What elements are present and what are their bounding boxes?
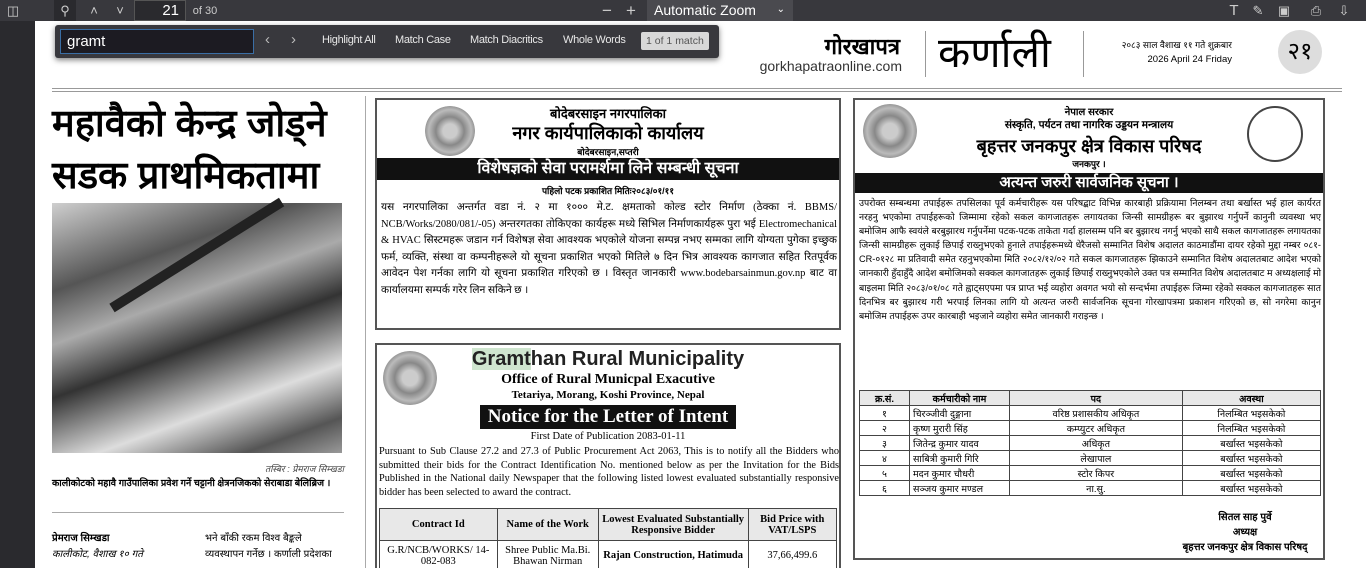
title-rest: han Rural Municipality — [530, 348, 745, 370]
divider — [925, 31, 926, 77]
print-icon[interactable]: ⎙ — [1310, 2, 1322, 18]
notice-org: बोदेबरसाइन नगरपालिका — [550, 106, 666, 121]
employee-table — [859, 390, 1321, 496]
notice-office: Office of Rural Municpal Exacutive — [501, 372, 715, 387]
column-header: कर्मचारीको नाम — [910, 391, 1010, 406]
article-photo — [52, 203, 342, 453]
notice-gramthan — [375, 343, 841, 568]
cell: चिरञ्जीवी दुङ्गाना — [910, 406, 1010, 421]
find-bar — [55, 25, 719, 58]
notice-bodebarsain — [375, 98, 841, 330]
article-author: प्रेमराज सिम्खडा — [52, 533, 110, 544]
section-title: कर्णाली — [938, 29, 1051, 76]
chevron-down-icon[interactable]: ˅ — [116, 3, 124, 18]
chevron-down-icon: ⌄ — [776, 4, 785, 15]
article-body-line: भने बाँकी रकम विश्व बैङ्कले — [205, 533, 302, 544]
page-number-badge: २१ — [1278, 30, 1322, 74]
column-header: पद — [1010, 391, 1183, 406]
notice-title: विशेषज्ञको सेवा परामर्शमा लिने सम्बन्धी सूचना — [377, 158, 839, 180]
cell: ना.सु. — [1010, 481, 1183, 496]
match-count: 1 of 1 match — [641, 32, 709, 50]
notice-body: उपरोक्त सम्बन्धमा तपाईहरू तपसिलका पूर्व कर्मचारीहरू यस परिषद्बाट विभिन्न कारबाही प्रक्रियामा निलम्बन तथा बर्खास्त भई हाल कार्यरत नरहनु भएकोमा तपाईहरूको जिम्मामा रहेको सकल कागजातहरू लगायतका जिन्सी सामग्रीहरू बर बुझारथ गर्नुपर्ने कानुनी व्यवस्था भए बमोजिम आफै स्वयंले बरबुझारथ गर्नुपर्नेमा पटक-पटक ताकेता गर्दा हालसम्म पनि बर बुझारथ नगर्नु भएको साथै सकल कागजातहरू लगायतका जिन्सी सामग्रीहरू लुकाई छिपाई राख्नुभएको हुनाले तपाईहरूमध्ये धेरैजसो सम्मानित विशेष अदालत काठमाडौंमा दायर रहेको मुद्दा नम्बर ०८१-CR-०१२८ मा प्रतिवादी समेत रहनुभएकोमा मिति २०८२/१२/०२ गते सकल कागजातहरू झिकाउने सम्मानित विशेष अदालतबाट आदेश भएको जानकारी हुँदाहुँदै आदेश बमोजिमको सक्कल कागजातहरू लुकाई छिपाई राख्नुभएकोले उक्त पत्र सम्मानित विशेष अदालतबाट म अध्यक्षलाई मो बाइलमा मिति २०८३/०१/०८ गते ह्वाट्सएपमा पत्र प्राप्त भई व्यहोरा अवगत भयो सो सन्दर्भमा तपाईहरू जिम्मा रहेको सक्कल कागजातहरू सात दिनभित्र बर बुझारथ गरी भरपाई लिनका लागि यो अत्यन्त जरुरी सार्वजनिक सूचना गोरखापत्रमा प्रकाशन गरिएको छ, सो नगरेमा कानुन बमोजिम तपाईहरू उपर कारबाही भइजाने व्यहोरा समेत जानकारी गराइन्छ । — [859, 198, 1321, 321]
notice-body: यस नगरपालिका अन्तर्गत वडा नं. २ मा १००० मे.ट. क्षमताको कोल्ड स्टोर निर्माण (ठेक्का नं. BBMS/ NCB/Works/2080/081/-05) अन्तरगतका तोकिएका कार्यहरू मध्ये सिभिल निर्माणकार्यहरू पुरा भई Electromechanical & HVAC सिस्टमहरू जडान गर्न विशेषज्ञ सेवा आवश्यक भएकोले योजना सम्पन्न नभए सम्मका लागि योग्यता पुगेका इच्छुक फर्म, व्यक्ति, संस्था वा कम्पनीहरूले यो सूचना प्रकाशित भएको मितिले ७ दिन भित्र आवश्यक कागजात सहित रितपूर्वक आवेदन पेश गर्नका लागि यो सूचना प्रकाशित गरिएको छ । विस्तृत जानकारी www.bodebarsainmun.gov.np बाट वा कार्यालयमा सम्पर्क गरेर लिन सकिने छ । — [381, 202, 837, 296]
cell: सञ्जय कुमार मण्डल — [910, 481, 1010, 496]
cell: ३ — [860, 436, 910, 451]
headline-line: महावैको केन्द्र जोड्ने — [52, 103, 327, 145]
photo-caption: कालीकोटको महावै गाउँपालिका प्रवेश गर्ने चट्टानी क्षेत्रनजिकको सेराबाडा बेलिब्रिज । — [52, 478, 331, 489]
cell: जितेन्द्र कुमार यादव — [910, 436, 1010, 451]
cell: निलम्बित भइसकेको — [1182, 421, 1320, 436]
cell: G.R/NCB/WORKS/ 14-082-083 — [380, 541, 498, 568]
notice-title-wrap — [377, 405, 839, 429]
page-number-input[interactable]: 21 — [134, 0, 186, 21]
notice-office: नगर कार्यपालिकाको कार्यालय — [512, 123, 704, 143]
whole-words-toggle[interactable]: Whole Words — [563, 34, 626, 46]
column-header: Contract Id — [380, 509, 498, 541]
table-row — [860, 451, 1321, 466]
contract-table — [379, 508, 837, 568]
table-row — [860, 436, 1321, 451]
find-input[interactable]: gramt — [60, 29, 254, 54]
signature-block — [1175, 510, 1315, 555]
divider — [52, 512, 344, 513]
article-body-line: व्यवस्थापन गर्नेछ । कर्णाली प्रदेशका — [205, 549, 332, 560]
find-next-button[interactable]: › — [291, 31, 296, 48]
cell: स्टोर किपर — [1010, 466, 1183, 481]
notice-body: Pursuant to Sub Clause 27.2 and 27.3 of Public Procurement Act 2063, This is to notify all the Bidders who submitted their bids for the Contract Identification No. mentioned below as per the Invitation for the Bids Published in the National daily Newspaper that the following listed lowest evaluated substantially responsive bidder has been selected to award the contract. — [379, 446, 839, 498]
column-header: Lowest Evaluated Substantially Responsive Bidder — [598, 509, 748, 541]
photo-credit: तस्बिर : प्रेमराज सिम्खडा — [264, 464, 344, 474]
article-headline — [52, 98, 352, 202]
page-count: of 30 — [192, 4, 218, 17]
cell: Rajan Construction, Hatimuda — [598, 541, 748, 568]
table-row — [860, 406, 1321, 421]
table-row — [860, 421, 1321, 436]
cell: अधिकृत — [1010, 436, 1183, 451]
match-diacritics-toggle[interactable]: Match Diacritics — [470, 34, 543, 46]
cell: १ — [860, 406, 910, 421]
column-header: क्र.सं. — [860, 391, 910, 406]
pdf-toolbar — [0, 0, 1366, 21]
cell: कृष्ण मुरारी सिंह — [910, 421, 1010, 436]
bridge-shape — [109, 198, 284, 312]
cell: साबित्री कुमारी गिरि — [910, 451, 1010, 466]
column-divider — [365, 96, 366, 568]
notice-date: First Date of Publication 2083-01-11 — [530, 431, 686, 442]
headline-line: सडक प्राथमिकतामा — [52, 155, 320, 197]
notice-address: Tetariya, Morang, Koshi Province, Nepal — [511, 389, 705, 401]
column-header: अवस्था — [1182, 391, 1320, 406]
divider — [1083, 31, 1084, 77]
notice-title: अत्यन्त जरुरी सार्वजनिक सूचना । — [855, 173, 1323, 193]
cell: २ — [860, 421, 910, 436]
notice-gov: नेपाल सरकार — [1064, 107, 1114, 118]
column-header: Name of the Work — [497, 509, 598, 541]
cell: ५ — [860, 466, 910, 481]
cell: लेखापाल — [1010, 451, 1183, 466]
cell: बर्खास्त भइसकेको — [1182, 451, 1320, 466]
pdf-page — [35, 21, 1366, 568]
match-case-toggle[interactable]: Match Case — [395, 34, 451, 46]
notice-ministry: संस्कृति, पर्यटन तथा नागरिक उड्डयन मन्त्रालय — [1004, 119, 1174, 131]
signer-name: सितल साह पुर्वे — [1218, 512, 1272, 523]
notice-title: Notice for the Letter of Intent — [480, 405, 736, 429]
cell: ४ — [860, 451, 910, 466]
cell: मदन कुमार चौधरी — [910, 466, 1010, 481]
cell: वरिष्ठ प्रशासकीय अधिकृत — [1010, 406, 1183, 421]
cell: निलम्बित भइसकेको — [1182, 406, 1320, 421]
signer-title: अध्यक्ष — [1232, 527, 1258, 538]
notice-place: जनकपुर । — [1072, 159, 1106, 169]
image-tool-icon[interactable]: ▣ — [1277, 2, 1291, 18]
notice-org: बृहत्तर जनकपुर क्षेत्र विकास परिषद — [976, 136, 1202, 156]
cell: ६ — [860, 481, 910, 496]
zoom-select[interactable] — [647, 0, 793, 21]
search-highlight: Gramt — [471, 348, 531, 370]
signer-org: बृहत्तर जनकपुर क्षेत्र विकास परिषद् — [1182, 542, 1308, 553]
highlight-all-toggle[interactable]: Highlight All — [322, 34, 376, 46]
date-nepali: २०८३ साल वैशाख ११ गते शुक्रबार — [1121, 40, 1232, 50]
municipality-name — [377, 348, 839, 371]
cell: कम्प्युटर अधिकृत — [1010, 421, 1183, 436]
paper-name: गोरखापत्र — [824, 34, 900, 59]
save-icon[interactable]: ⇩ — [1338, 2, 1350, 18]
date-english: 2026 April 24 Friday — [1147, 54, 1232, 65]
notice-place: बोदेबरसाइन,सप्तरी — [577, 147, 639, 157]
cell: 37,66,499.6 — [748, 541, 836, 568]
article-dateline: कालीकोट, वैशाख १० गते — [52, 549, 143, 560]
notice-date: पहिलो पटक प्रकाशित मितिः२०८३/०१/११ — [541, 186, 675, 196]
table-row — [380, 541, 837, 568]
cell: बर्खास्त भइसकेको — [1182, 466, 1320, 481]
masthead-rule — [52, 88, 1342, 92]
paper-website: gorkhapatraonline.com — [759, 58, 902, 74]
find-previous-button[interactable]: ‹ — [265, 31, 270, 48]
search-icon[interactable]: ⚲ — [54, 0, 76, 21]
text-tool-icon[interactable]: T — [1229, 2, 1239, 19]
cell: बर्खास्त भइसकेको — [1182, 481, 1320, 496]
zoom-value: Automatic Zoom — [654, 2, 756, 18]
zoom-in-icon[interactable]: + — [626, 0, 636, 20]
zoom-out-icon[interactable]: − — [602, 0, 612, 20]
column-header: Bid Price with VAT/LSPS — [748, 509, 836, 541]
table-row — [860, 466, 1321, 481]
cell: बर्खास्त भइसकेको — [1182, 436, 1320, 451]
sidebar-toggle-icon[interactable]: ◫ — [6, 2, 20, 18]
notice-janakpur — [853, 98, 1325, 560]
cell: Shree Public Ma.Bi. Bhawan Nirman — [497, 541, 598, 568]
draw-tool-icon[interactable]: ✎ — [1252, 2, 1264, 18]
table-row — [860, 481, 1321, 496]
chevron-up-icon[interactable]: ˄ — [90, 3, 98, 18]
